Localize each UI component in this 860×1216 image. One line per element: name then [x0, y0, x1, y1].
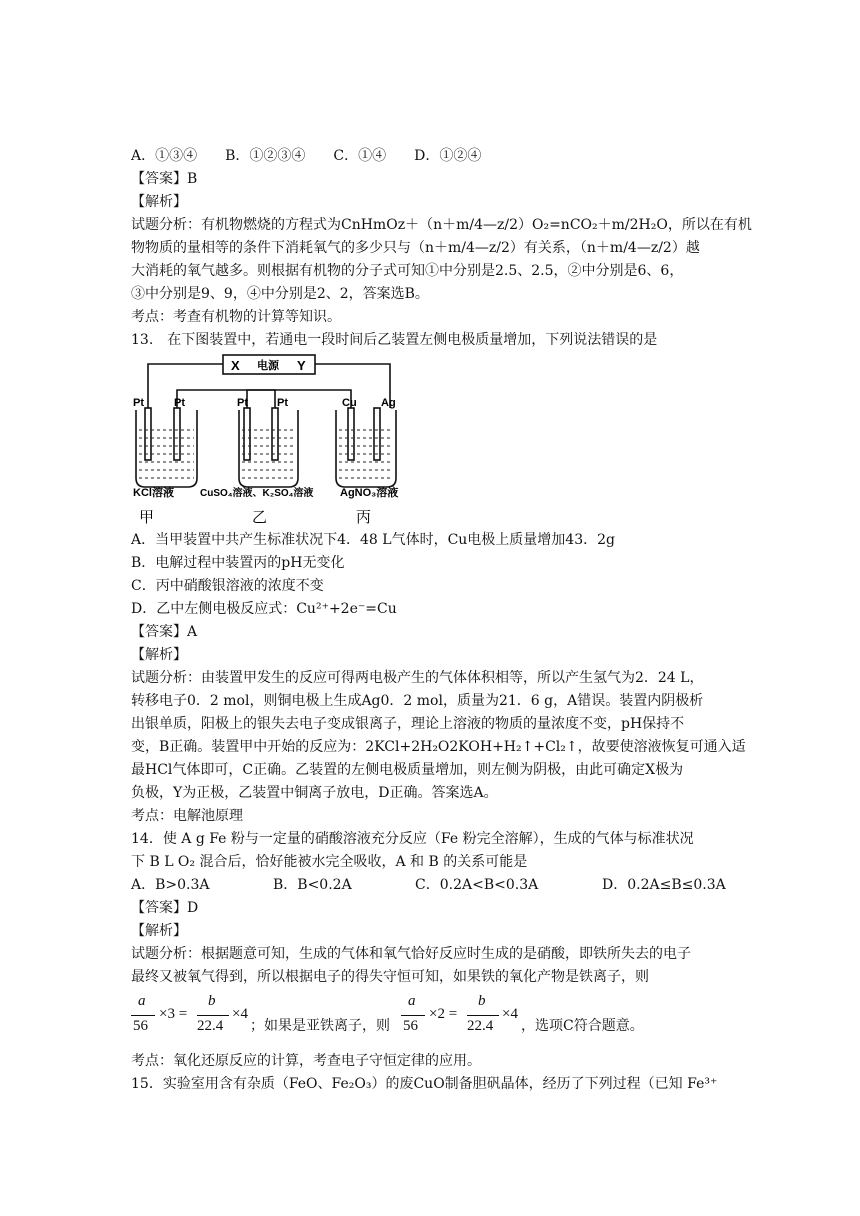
q14-mid-text: ；如果是亚铁离子，则	[250, 1018, 390, 1034]
q13-stem: 13. 在下图装置中，若通电一段时间后乙装置左侧电极质量增加，下列说法错误的是	[131, 332, 658, 348]
formula-denominator: 56	[133, 1018, 148, 1034]
electrode-label: Ag	[381, 397, 396, 409]
q12-analysis-line: 物物质的量相等的条件下消耗氧气的多少只与（n＋m/4—z/2）有关系，（n＋m/4—z/2）越	[131, 240, 700, 256]
q12-analysis-label: 【解析】	[131, 194, 187, 210]
formula-numerator: a	[408, 993, 416, 1009]
formula-denominator: 22.4	[467, 1018, 494, 1034]
q14-option-a: A．B>0.3A	[131, 877, 210, 893]
q13-answer: 【答案】A	[131, 624, 198, 640]
solution-label: KCl溶液	[133, 487, 174, 499]
q14-analysis-label: 【解析】	[131, 923, 187, 939]
q13-analysis-line: 试题分析：由装置甲发生的反应可得两电极产生的气体体积相等，所以产生氢气为2．24 L，	[131, 670, 704, 686]
q14-analysis-line: 试题分析：根据题意可知，生成的气体和氧气恰好反应时生成的是硝酸，即铁所失去的电子	[131, 946, 691, 962]
q12-analysis-line: 试题分析：有机物燃烧的方程式为CnHmOz＋（n＋m/4—z/2）O₂=nCO₂＋m/2H₂O，所以在有机	[131, 217, 752, 233]
formula-operator: ×4	[232, 1006, 248, 1022]
formula-numerator: b	[208, 993, 216, 1009]
q13-point: 考点：电解池原理	[131, 808, 243, 824]
formula-denominator: 56	[403, 1018, 418, 1034]
formula-operator: ×2 =	[429, 1006, 458, 1022]
electrode-label: Pt	[174, 397, 185, 409]
q14-option-b: B．B<0.2A	[273, 877, 352, 893]
q12-options: A．①③④ B．①②③④ C．①④ D．①②④	[131, 148, 482, 164]
q14-option-d: D．0.2A≤B≤0.3A	[602, 877, 726, 893]
formula-operator: ×4	[502, 1006, 518, 1022]
q13-analysis-label: 【解析】	[131, 647, 187, 663]
q13-option-b: B．电解过程中装置丙的pH无变化	[131, 555, 345, 571]
formula-denominator: 22.4	[197, 1018, 224, 1034]
electrode-label: Pt	[133, 397, 144, 409]
formula-ferric	[131, 993, 251, 1043]
q14-option-c: C．0.2A<B<0.3A	[415, 877, 539, 893]
solution-label: AgNO₃溶液	[340, 487, 399, 499]
formula-numerator: a	[138, 993, 146, 1009]
q12-analysis-line: 大消耗的氧气越多。则根据有机物的分子式可知①中分别是2.5、2.5，②中分别是6、6，	[131, 263, 684, 279]
electrode-label: Cu	[342, 397, 357, 409]
formula-operator: ×3 =	[159, 1006, 188, 1022]
q12-analysis-line: ③中分别是9、9，④中分别是2、2，答案选B。	[131, 286, 429, 302]
power-y-label: Y	[297, 358, 306, 373]
q13-option-a: A．当甲装置中共产生标准状况下4．48 L气体时，Cu电极上质量增加43．2g	[131, 532, 615, 548]
q15-stem: 15．实验室用含有杂质（FeO、Fe₂O₃）的废CuO制备胆矾晶体，经历了下列过程（已知 Fe³⁺	[131, 1076, 718, 1092]
q14-tail-text: ，选项C符合题意。	[521, 1018, 644, 1034]
cell-label: 甲	[139, 509, 155, 526]
electrode-label: Pt	[237, 397, 248, 409]
formula-numerator: b	[478, 993, 486, 1009]
cell-label: 乙	[252, 509, 268, 526]
q14-answer: 【答案】D	[131, 900, 199, 916]
solution-label: CuSO₄溶液、K₂SO₄溶液	[200, 488, 314, 499]
electrolysis-diagram	[131, 350, 436, 527]
q14-stem-line: 下 B L O₂ 混合后，恰好能被水完全吸收，A 和 B 的关系可能是	[131, 854, 528, 870]
q14-stem-line: 14．使 A g Fe 粉与一定量的硝酸溶液充分反应（Fe 粉完全溶解），生成的气体与标准状况	[131, 831, 694, 847]
electrode-label: Pt	[277, 397, 288, 409]
power-source-label: 电源	[257, 360, 279, 372]
power-x-label: X	[231, 358, 240, 373]
q14-point: 考点：氧化还原反应的计算，考查电子守恒定律的应用。	[131, 1053, 481, 1069]
q14-analysis-line: 最终又被氧气得到，所以根据电子的得失守恒可知，如果铁的氧化产物是铁离子，则	[131, 969, 649, 985]
formula-ferrous	[401, 993, 521, 1043]
q13-analysis-line: 转移电子0．2 mol，则铜电极上生成Ag0．2 mol，质量为21．6 g，A错误。装置内阴极析	[131, 693, 704, 709]
q13-analysis-line: 变，B正确。装置甲中开始的反应为：2KCl+2H₂O2KOH+H₂↑+Cl₂↑，故要使溶液恢复可通入适	[131, 739, 746, 755]
q13-analysis-line: 出银单质，阳极上的银失去电子变成银离子，理论上溶液的物质的量浓度不变，pH保持不	[131, 716, 685, 732]
q12-answer: 【答案】B	[131, 171, 198, 187]
q13-option-d: D．乙中左侧电极反应式：Cu²⁺+2e⁻=Cu	[131, 601, 397, 617]
cell-label: 丙	[356, 509, 372, 526]
q12-point: 考点：考查有机物的计算等知识。	[131, 309, 341, 325]
q13-analysis-line: 负极，Y为正极，乙装置中铜离子放电，D正确。答案选A。	[131, 785, 498, 801]
q13-option-c: C．丙中硝酸银溶液的浓度不变	[131, 578, 324, 594]
q13-analysis-line: 最HCl气体即可，C正确。乙装置的左侧电极质量增加，则左侧为阴极，由此可确定X极为	[131, 762, 684, 778]
